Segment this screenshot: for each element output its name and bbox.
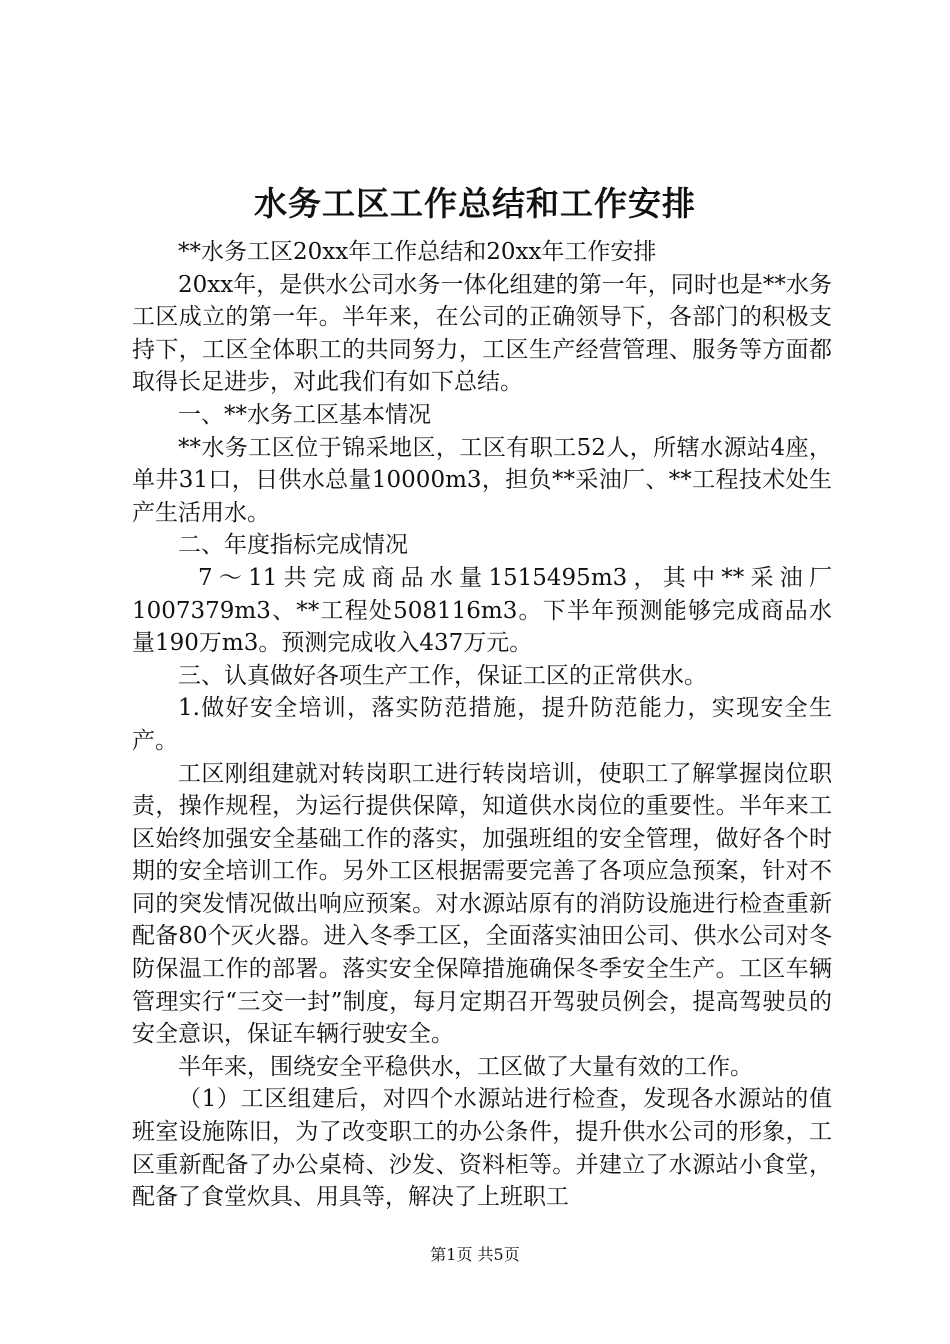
paragraph-item-1: （1）工区组建后，对四个水源站进行检查，发现各水源站的值班室设施陈旧，为了改变职工的办公条件，提升供水公司的形象，工区重新配备了办公桌椅、沙发、资料柜等。并建立了水源站小食堂，配备了食堂炊具、用具等，解决了上班职工 xyxy=(132,1086,832,1211)
paragraph-subtitle: **水务工区20xx年工作总结和20xx年工作安排 xyxy=(178,239,657,265)
section-heading-basic-info: 一、**水务工区基本情况 xyxy=(178,401,431,428)
subheading-safety: 1.做好安全培训，落实防范措施，提升防范能力，实现安全生产。 xyxy=(132,695,832,754)
document-title: 水务工区工作总结和工作安排 xyxy=(254,184,696,223)
paragraph-indicators: 7～11共完成商品水量1515495m3，其中**采油厂1007379m3、**工程处508116m3。下半年预测能够完成商品水量190万m3。预测完成收入437万元。 xyxy=(132,564,832,657)
page-number-footer: 第1页 共5页 xyxy=(430,1245,520,1264)
paragraph-basic-info: **水务工区位于锦采地区，工区有职工52人，所辖水源站4座，单井31口，日供水总量10000m3，担负**采油厂、**工程技术处生产生活用水。 xyxy=(132,434,832,526)
paragraph-half-year: 半年来，围绕安全平稳供水，工区做了大量有效的工作。 xyxy=(178,1053,753,1080)
document-body xyxy=(132,236,832,1214)
paragraph-safety-training: 工区刚组建就对转岗职工进行转岗培训，使职工了解掌握岗位职责，操作规程，为运行提供保障，知道供水岗位的重要性。半年来工区始终加强安全基础工作的落实，加强班组的安全管理，做好各个时期的安全培训工作。另外工区根据需要完善了各项应急预案，针对不同的突发情况做出响应预案。对水源站原有的消防设施进行检查重新配备80个灭火器。进入冬季工区，全面落实油田公司、供水公司对冬防保温工作的部署。落实安全保障措施确保冬季安全生产。工区车辆管理实行“三交一封”制度，每月定期召开驾驶员例会，提高驾驶员的安全意识，保证车辆行驶安全。 xyxy=(132,760,832,1048)
paragraph-intro: 20xx年，是供水公司水务一体化组建的第一年，同时也是**水务工区成立的第一年。半年来，在公司的正确领导下，各部门的积极支持下，工区全体职工的共同努力，工区生产经营管理、服务等方面都取得长足进步，对此我们有如下总结。 xyxy=(132,271,832,396)
section-heading-production: 三、认真做好各项生产工作，保证工区的正常供水。 xyxy=(178,662,707,689)
section-heading-indicators: 二、年度指标完成情况 xyxy=(178,532,408,559)
